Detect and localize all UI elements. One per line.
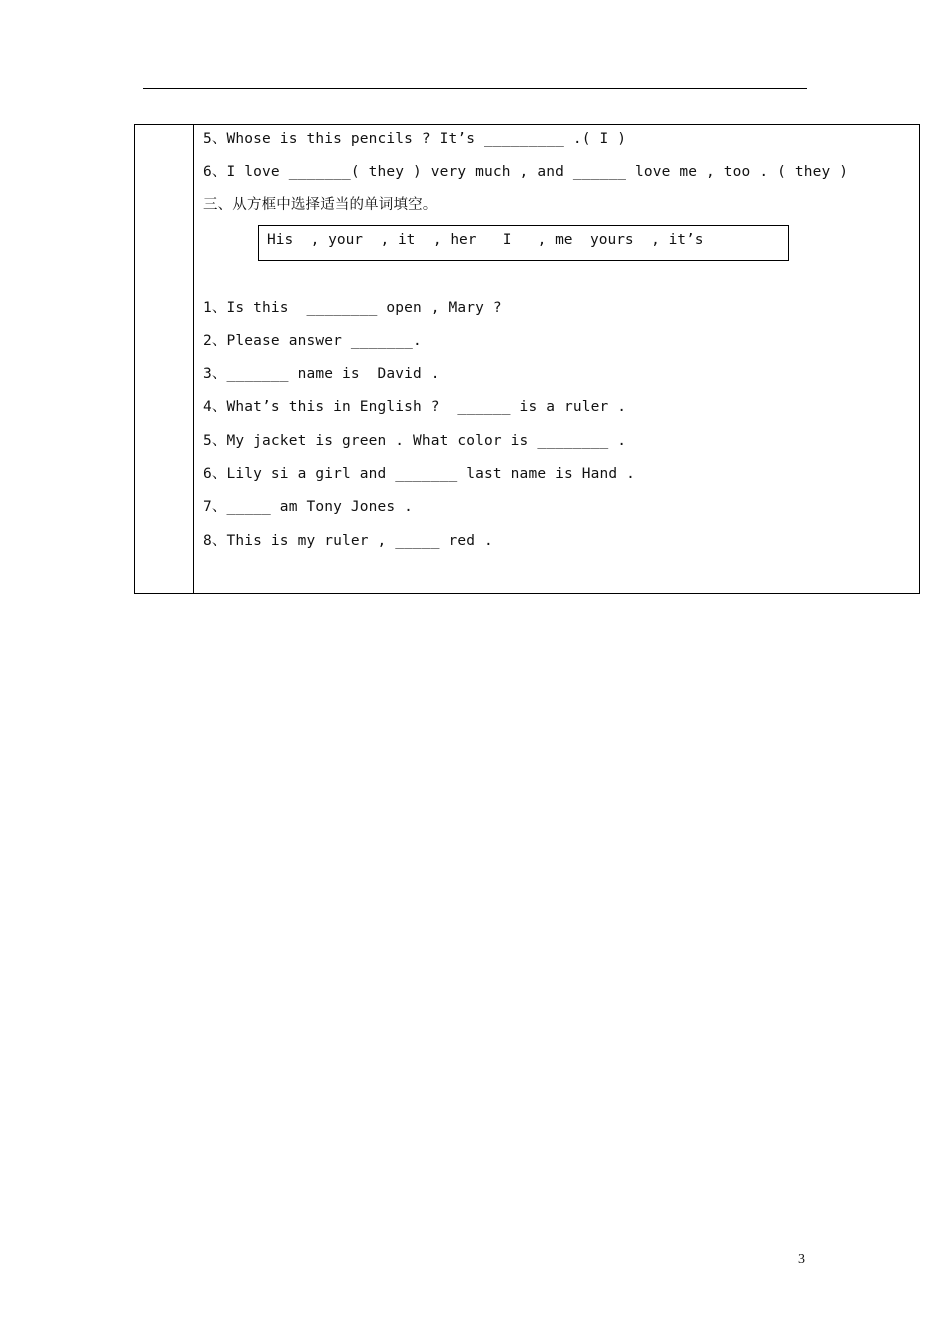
fill-blank-item-6: 6、Lily si a girl and _______ last name is Hand . [203,466,635,482]
fill-blank-item-1: 1、Is this ________ open , Mary ? [203,300,502,316]
section-heading: 三、从方框中选择适当的单词填空。 [203,197,438,213]
header-rule [143,88,807,89]
fill-blank-item-4: 4、What’s this in English ? ______ is a ruler . [203,399,627,415]
fill-blank-item-7: 7、_____ am Tony Jones . [203,499,414,515]
fill-blank-item-8: 8、This is my ruler , _____ red . [203,533,493,549]
fill-blank-item-3: 3、_______ name is David . [203,366,440,382]
fill-blank-item-5: 5、My jacket is green . What color is ________ . [203,433,627,449]
table-left-column [135,125,194,593]
page-number: 3 [798,1252,805,1267]
exercise-line-q5: 5、Whose is this pencils ? It’s _________ .( I ) [203,131,627,147]
word-bank-text: His , your , it , her I , me yours , it’s [267,232,704,248]
word-bank-box [258,225,789,261]
exercise-line-q6: 6、I love _______( they ) very much , and ______ love me , too . ( they ) [203,164,849,180]
fill-blank-item-2: 2、Please answer _______. [203,333,422,349]
worksheet-table [134,124,920,594]
